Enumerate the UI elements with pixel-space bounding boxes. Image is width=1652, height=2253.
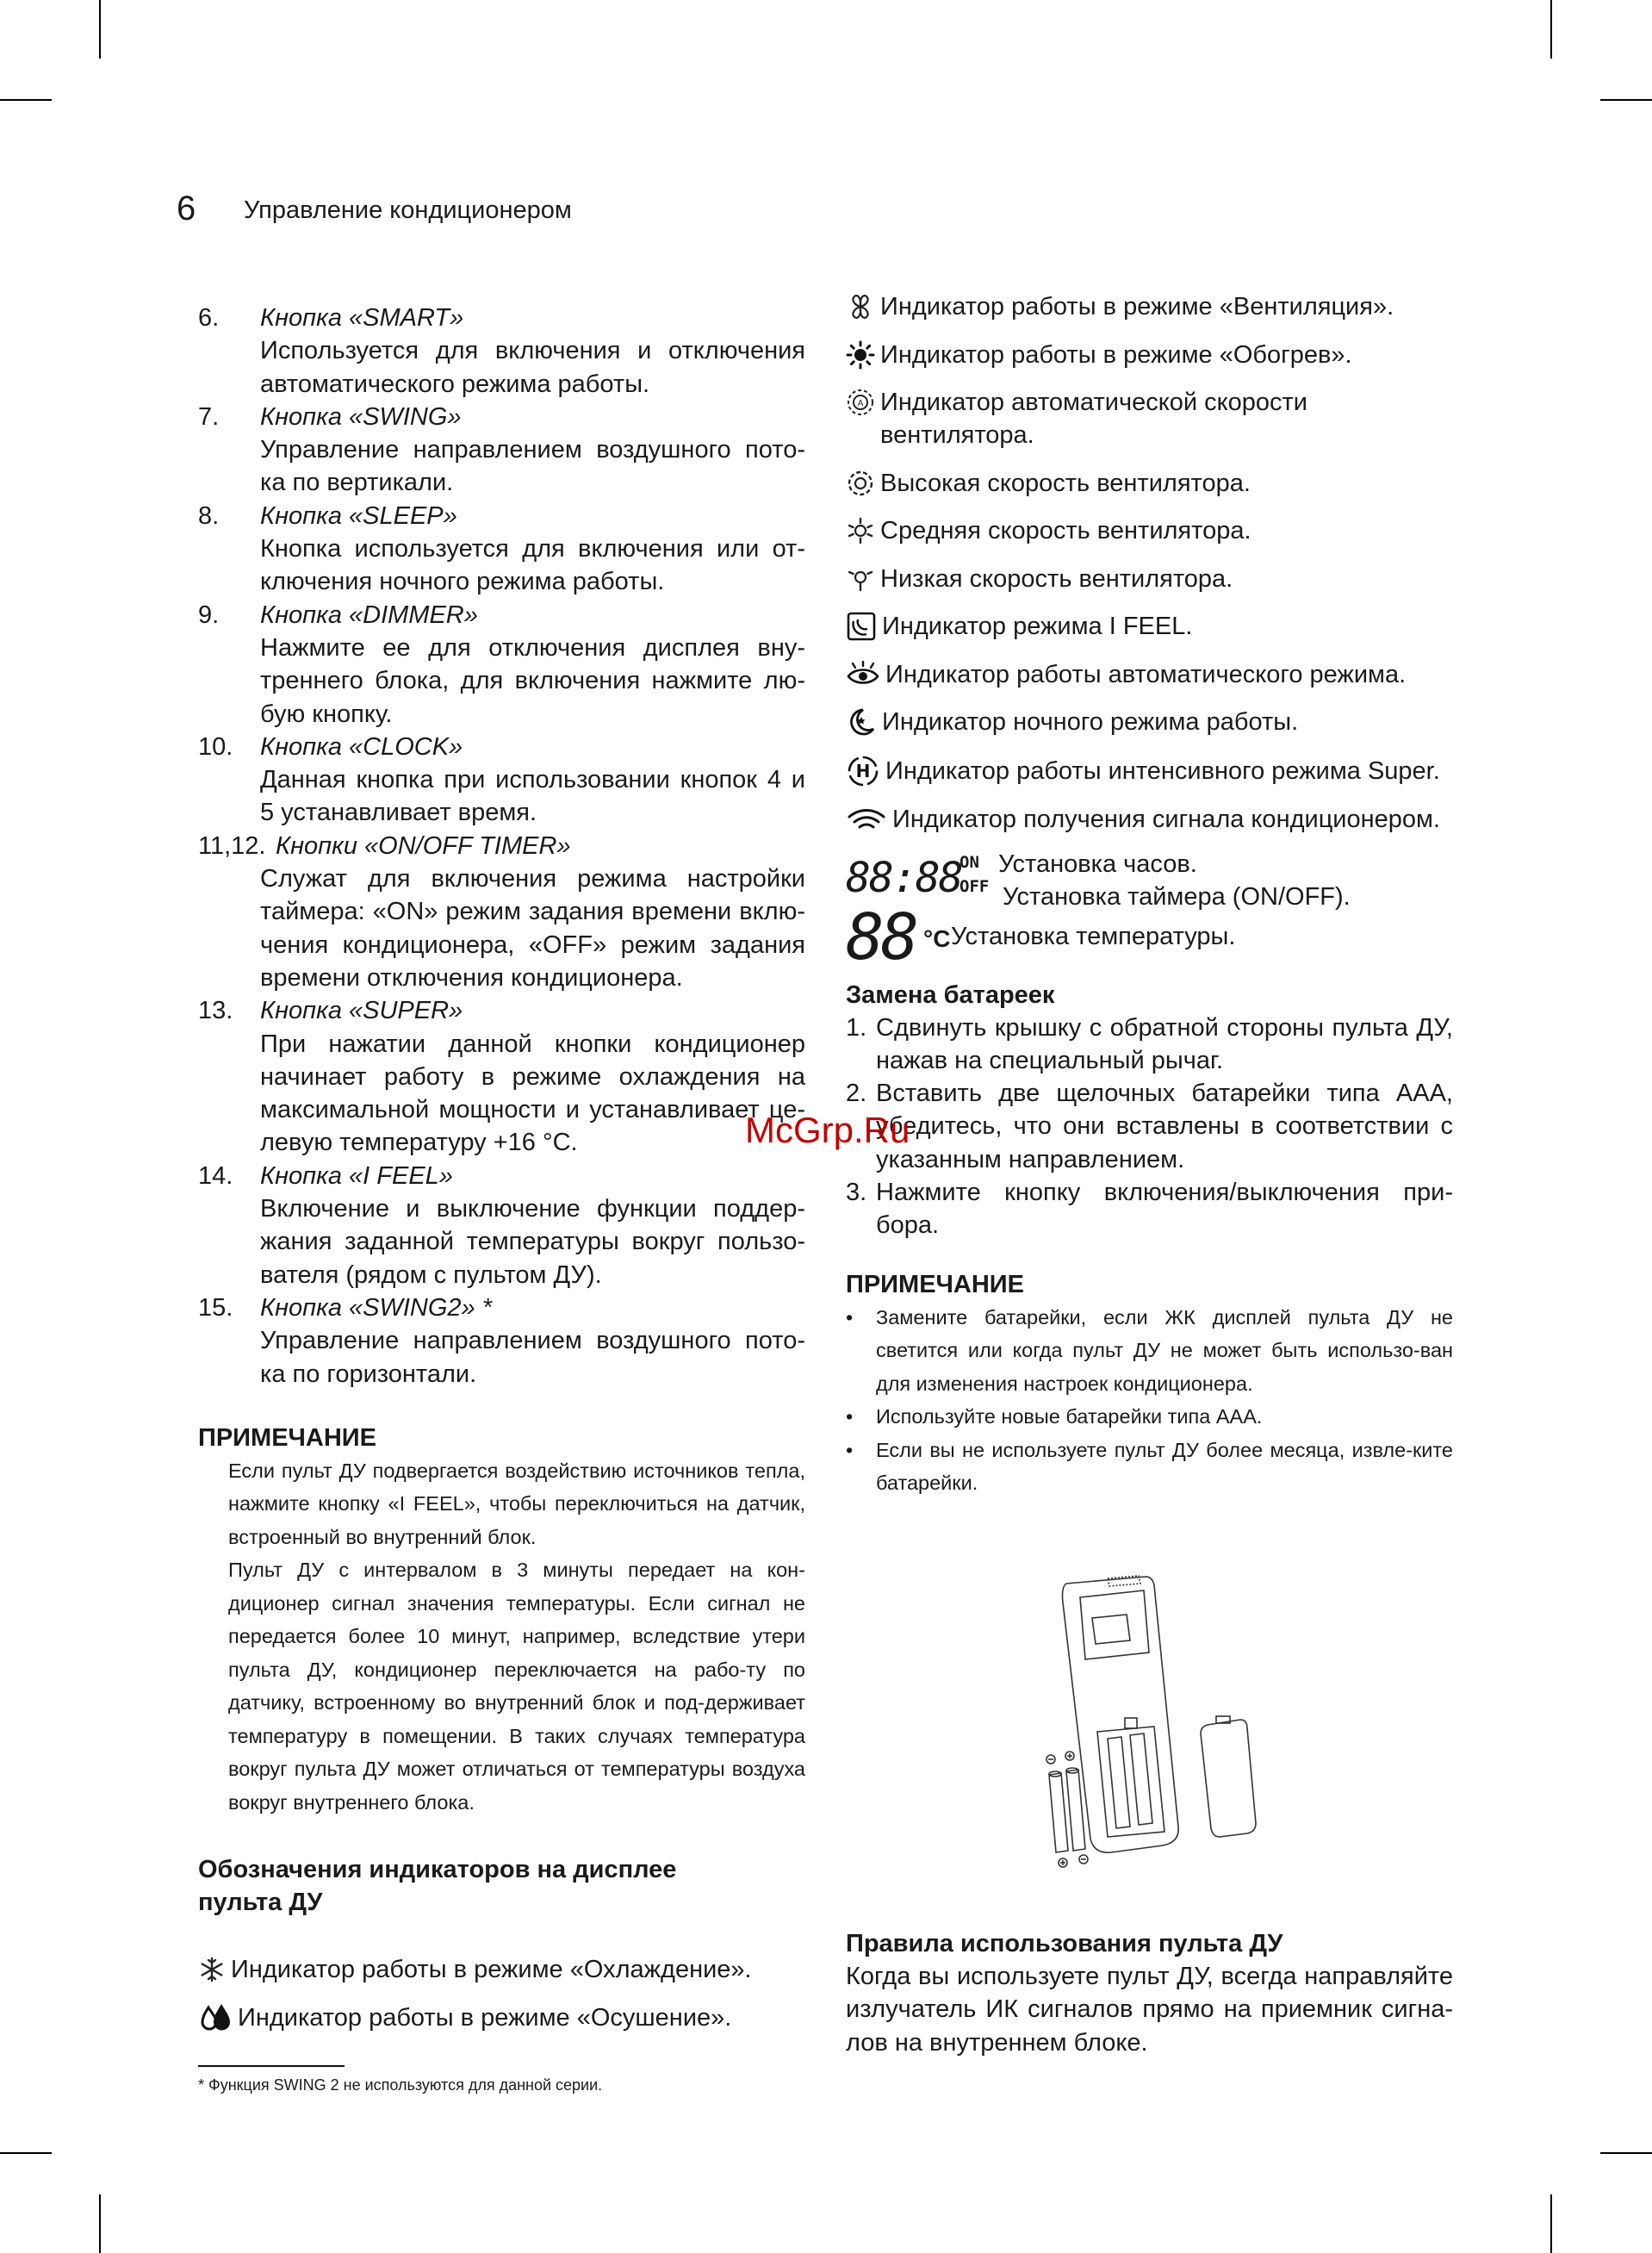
bullet-dot-icon: • xyxy=(846,1305,854,1329)
indicator-text: Индикатор работы автоматического режима. xyxy=(885,660,1407,688)
page-title: Управление кондиционером xyxy=(244,196,572,224)
item-number: 9. xyxy=(198,601,220,629)
item-text: Управление направлением воздушного пото-ка по вертикали. xyxy=(260,436,805,497)
usage-text: Когда вы используете пульт ДУ, всегда направляйте излучатель ИК сигналов прямо на приемник сигна-лов на внутреннем блоке. xyxy=(846,1963,1453,2057)
battery-heading: Замена батареек xyxy=(846,980,1055,1009)
step-text: Вставить две щелочных батарейки типа ААА, убедитесь, что они вставлены в соответствии с указанным направлением. xyxy=(876,1080,1453,1173)
auto-mode-icon xyxy=(846,661,880,688)
item-text: Служат для включения режима настройки таймера: «ON» режим задания времени вклю-чения кондиционера, «OFF» режим задания времени отключения кондиционера. xyxy=(260,865,805,992)
button-item-i-feel xyxy=(198,1160,805,1291)
note-paragraph: Если пульт ДУ подвергается воздействию источников тепла, нажмите кнопку «I FEEL», чтобы переключиться на датчик, встроенный во внутренний блок. xyxy=(228,1459,805,1548)
button-item-swing2 xyxy=(198,1291,805,1391)
clock-setting-text: Установка часов. xyxy=(998,850,1197,878)
item-title: Кнопка «DIMMER» xyxy=(260,601,478,629)
crop-mark xyxy=(0,2152,52,2154)
indicator-text: Индикатор работы в режиме «Вентиляция». xyxy=(880,293,1394,321)
button-item-super xyxy=(198,994,805,1159)
button-item-dimmer xyxy=(198,599,805,731)
button-item-swing xyxy=(198,401,805,500)
page-number: 6 xyxy=(177,190,196,227)
item-title: Кнопка «SUPER» xyxy=(260,997,463,1025)
indicator-text: Низкая скорость вентилятора. xyxy=(880,564,1233,593)
indicator-text: Высокая скорость вентилятора. xyxy=(880,469,1251,497)
item-title: Кнопка «SWING» xyxy=(260,402,462,431)
indicator-row xyxy=(198,2001,805,2034)
indicator-text: Индикатор работы в режиме «Осушение». xyxy=(238,2003,732,2032)
indicator-text: Средняя скорость вентилятора. xyxy=(880,517,1251,545)
indicator-text: Индикатор работы в режиме «Охлаждение». xyxy=(231,1956,752,1984)
indicator-row xyxy=(846,290,1453,323)
moon-icon xyxy=(846,706,877,738)
fan-low-icon xyxy=(846,564,875,594)
auto-fan-icon xyxy=(846,388,875,417)
clock-digits: 88:88 xyxy=(846,853,962,902)
item-text: Данная кнопка при использовании кнопок 4 и 5 устанавливает время. xyxy=(260,766,805,827)
note-heading: ПРИМЕЧАНИЕ xyxy=(198,1423,376,1452)
button-item-smart xyxy=(198,302,805,401)
button-item-sleep xyxy=(198,500,805,599)
display-legend xyxy=(846,851,1453,972)
crop-mark xyxy=(1550,2194,1552,2253)
item-text: Нажмите ее для отключения дисплея вну-треннего блока, для включения нажмите лю-бую кнопку. xyxy=(260,633,805,728)
indicator-text: Индикатор работы интенсивного режима Super. xyxy=(885,756,1440,785)
crop-mark xyxy=(0,99,52,101)
crop-mark xyxy=(1600,99,1652,101)
svg-text:H: H xyxy=(855,760,871,781)
i-feel-icon xyxy=(846,611,877,642)
indicator-row xyxy=(846,386,1453,451)
item-number: 10. xyxy=(198,732,233,761)
step-text: Нажмите кнопку включения/выключения при-бора. xyxy=(876,1178,1453,1240)
temp-digits: 88 xyxy=(846,899,916,974)
item-text: При нажатии данной кнопки кондиционер начинает работу в режиме охлаждения на максимальной мощности и устанавливает це-левую температуру +16 °С. xyxy=(260,1030,805,1157)
temp-setting-text: Установка температуры. xyxy=(951,922,1236,950)
indicator-text: Индикатор работы в режиме «Обогрев». xyxy=(880,340,1352,369)
indicator-row xyxy=(846,514,1453,547)
usage-heading: Правила использования пульта ДУ xyxy=(846,1930,1283,1957)
item-number: 6. xyxy=(198,304,220,332)
indicator-text: Индикатор получения сигнала кондиционером. xyxy=(892,806,1441,833)
button-item-clock xyxy=(198,731,805,830)
item-title: Кнопки «ON/OFF TIMER» xyxy=(276,831,571,860)
watermark: McGrp.Ru xyxy=(745,1110,910,1150)
step-number: 1. xyxy=(846,1013,867,1042)
indicator-text: Индикатор режима I FEEL. xyxy=(882,613,1193,640)
right-column xyxy=(846,290,1453,1500)
item-number: 8. xyxy=(198,501,220,530)
svg-text:A: A xyxy=(857,399,864,408)
usage-section xyxy=(846,1927,1453,2059)
bullet-dot-icon: • xyxy=(846,1438,854,1461)
indicator-row xyxy=(846,706,1453,738)
item-text: Включение и выключение функции поддер-жания заданной температуры вокруг пользо-вателя (рядом с пультом ДУ). xyxy=(260,1195,805,1289)
footnote-rule xyxy=(198,2065,345,2067)
timer-setting-text: Установка таймера (ON/OFF). xyxy=(1003,882,1351,911)
step-text: Сдвинуть крышку с обратной стороны пульта ДУ, нажав на специальный рычаг. xyxy=(876,1013,1453,1074)
snowflake-icon xyxy=(198,1956,226,1983)
remote-battery-illustration xyxy=(1025,1568,1309,1878)
button-item-timer xyxy=(198,830,805,994)
droplets-icon xyxy=(198,2002,233,2033)
item-title: Кнопка «SWING2» * xyxy=(260,1293,493,1322)
indicator-row xyxy=(846,339,1453,371)
crop-mark xyxy=(1550,0,1552,59)
indicator-row xyxy=(846,467,1453,500)
bullet-text: Используйте новые батарейки типа ААА. xyxy=(876,1405,1263,1428)
indicator-row xyxy=(846,658,1453,691)
bullet-text: Замените батарейки, если ЖК дисплей пульта ДУ не светится или когда пульт ДУ не может быть использо-ван для изменения настроек кондиционера. xyxy=(876,1305,1453,1395)
note-paragraph: Пульт ДУ с интервалом в 3 минуты передает на кон-диционер сигнал значения температуры. Если сигнал не передается более 10 минут, например, вследствие утери пульта ДУ, кондиционер переключается на рабо-ту по датчику, встроенному во внутренний блок и под-держивает температуру в помещении. В таких случаях температура вокруг пульта ДУ может отличаться от температуры воздуха вокруг внутреннего блока. xyxy=(228,1559,805,1814)
crop-mark xyxy=(99,0,101,59)
indicator-row xyxy=(846,803,1453,836)
indicators-heading: Обозначения индикаторов на дисплее пульта ДУ xyxy=(198,1856,677,1917)
indicator-row xyxy=(846,610,1453,643)
super-mode-icon xyxy=(846,754,880,788)
item-number: 7. xyxy=(198,402,220,431)
indicator-text: Индикатор автоматической скорости вентилятора. xyxy=(880,389,1307,449)
off-label: OFF xyxy=(960,876,990,896)
indicator-text: Индикатор ночного режима работы. xyxy=(882,708,1299,736)
item-title: Кнопка «I FEEL» xyxy=(260,1161,453,1190)
item-number: 15. xyxy=(198,1293,233,1322)
item-text: Используется для включения и отключения автоматического режима работы. xyxy=(260,337,805,398)
indicator-row xyxy=(846,563,1453,595)
note-bullet xyxy=(846,1301,1453,1401)
item-text: Кнопка используется для включения или от-ключения ночного режима работы. xyxy=(260,535,805,596)
sun-icon xyxy=(846,340,875,370)
item-number: 14. xyxy=(198,1161,233,1190)
step-number: 2. xyxy=(846,1080,867,1108)
battery-step xyxy=(846,1011,1453,1078)
note-bullet xyxy=(846,1434,1453,1500)
item-number: 13. xyxy=(198,997,233,1025)
fan-high-icon xyxy=(846,469,875,498)
crop-mark xyxy=(1600,2152,1652,2154)
item-title: Кнопка «SLEEP» xyxy=(260,501,457,530)
item-title: Кнопка «CLOCK» xyxy=(260,732,463,761)
fan-icon xyxy=(846,293,875,321)
battery-step xyxy=(846,1176,1453,1242)
item-text: Управление направлением воздушного пото-ка по горизонтали. xyxy=(260,1327,805,1388)
step-number: 3. xyxy=(846,1178,867,1206)
item-number: 11,12. xyxy=(198,831,266,860)
on-label: ON xyxy=(960,852,979,872)
footnote: * Функция SWING 2 не используются для данной серии. xyxy=(198,2076,603,2094)
fan-medium-icon xyxy=(846,516,875,545)
crop-mark xyxy=(99,2194,101,2253)
bullet-dot-icon: • xyxy=(846,1405,854,1428)
indicator-row xyxy=(846,754,1453,788)
note-bullet xyxy=(846,1400,1453,1434)
bullet-text: Если вы не используете пульт ДУ более месяца, извле-ките батарейки. xyxy=(876,1438,1453,1495)
battery-step xyxy=(846,1077,1453,1176)
signal-icon xyxy=(846,806,887,832)
item-title: Кнопка «SMART» xyxy=(260,304,464,332)
note-heading: ПРИМЕЧАНИЕ xyxy=(846,1270,1024,1298)
temp-unit: °C xyxy=(923,924,951,952)
left-column xyxy=(198,302,805,2049)
indicator-row xyxy=(198,1953,805,1986)
